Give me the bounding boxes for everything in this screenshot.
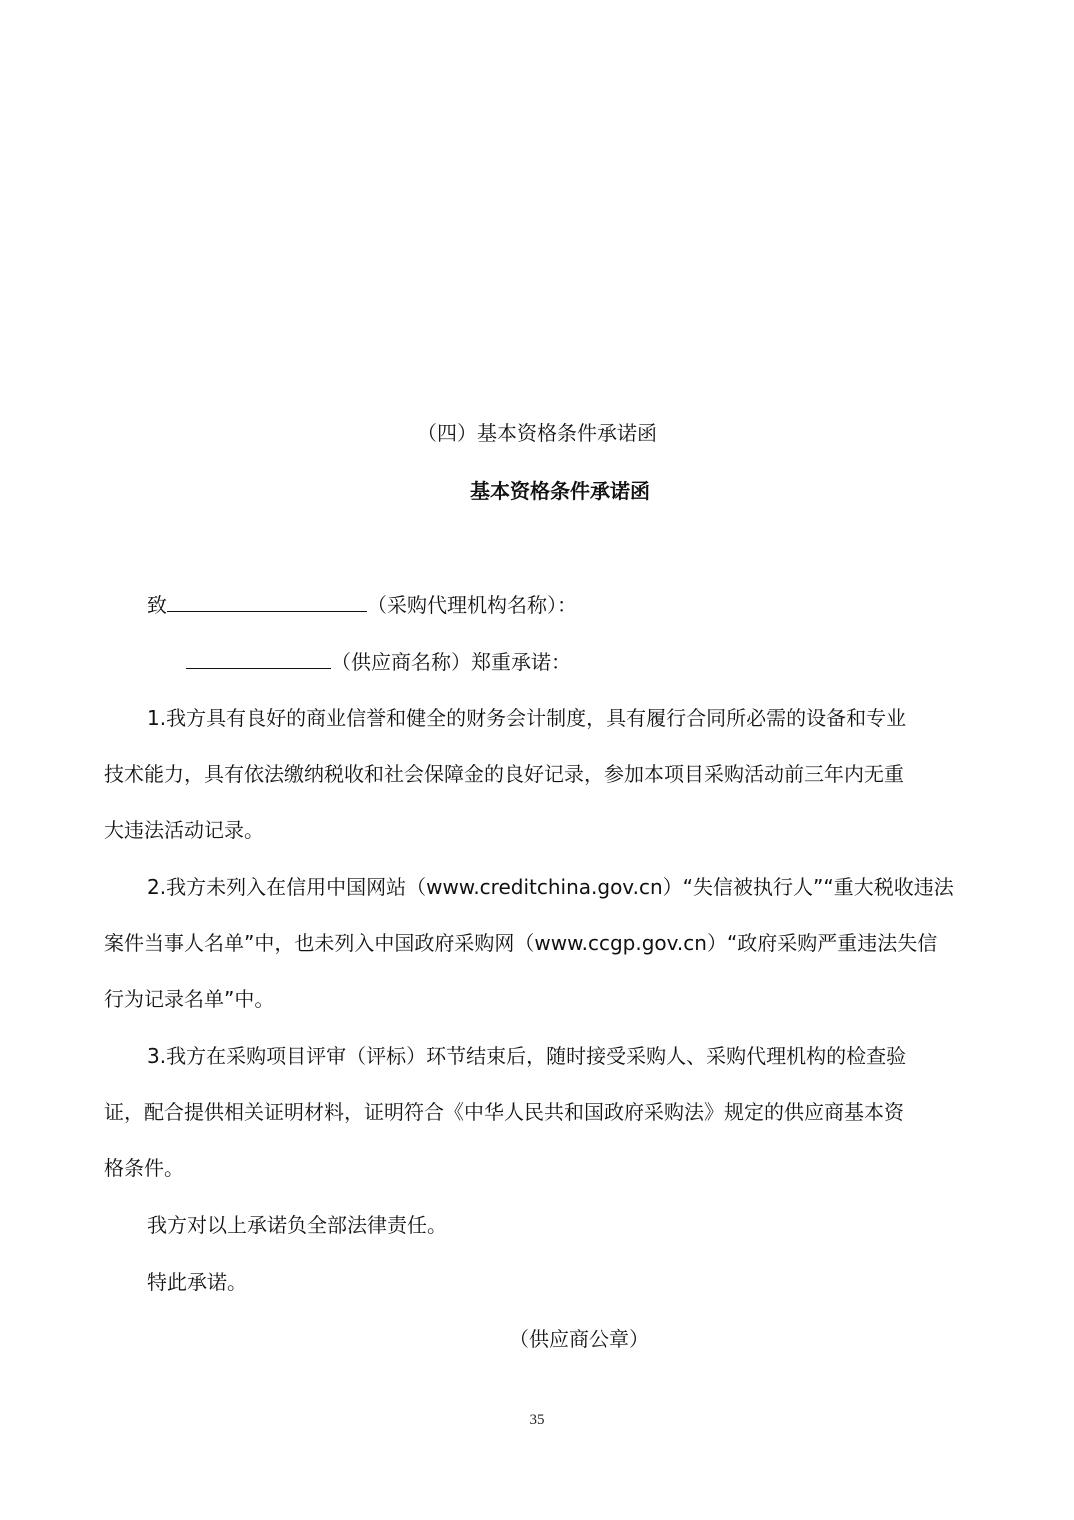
supplier-line-suffix: （供应商名称）郑重承诺：	[331, 650, 571, 674]
clause-3-line-3: 格条件。	[104, 1156, 184, 1180]
supplier-line	[186, 646, 571, 676]
clause-2-line-2: 案件当事人名单”中，也未列入中国政府采购网（www.ccgp.gov.cn）“政府采购严重违法失信	[104, 931, 938, 955]
clause-2-line-3: 行为记录名单”中。	[104, 987, 275, 1011]
supplier-seal-label: （供应商公章）	[509, 1327, 649, 1351]
clause-2-line-1: 2.我方未列入在信用中国网站（www.creditchina.gov.cn）“失信被执行人”“重大税收违法	[147, 875, 954, 899]
addressee-prefix: 致	[147, 593, 167, 617]
document-title: 基本资格条件承诺函	[470, 479, 650, 503]
addressee-suffix: （采购代理机构名称）：	[367, 593, 577, 617]
clause-1-line-1: 1.我方具有良好的商业信誉和健全的财务会计制度，具有履行合同所必需的设备和专业	[147, 706, 907, 730]
section-heading: （四）基本资格条件承诺函	[417, 421, 657, 445]
clause-3-line-1: 3.我方在采购项目评审（评标）环节结束后，随时接受采购人、采购代理机构的检查验	[147, 1044, 907, 1068]
clause-1-line-3: 大违法活动记录。	[104, 818, 264, 842]
closing-statement: 特此承诺。	[147, 1270, 247, 1294]
clause-1-line-2: 技术能力，具有依法缴纳税收和社会保障金的良好记录，参加本项目采购活动前三年内无重	[104, 762, 904, 786]
addressee-line	[147, 589, 577, 619]
supplier-name-blank	[186, 646, 331, 669]
liability-statement: 我方对以上承诺负全部法律责任。	[147, 1213, 447, 1237]
clause-3-line-2: 证，配合提供相关证明材料，证明符合《中华人民共和国政府采购法》规定的供应商基本资	[104, 1100, 904, 1124]
page-number: 35	[529, 1412, 545, 1428]
agency-name-blank	[167, 589, 367, 612]
